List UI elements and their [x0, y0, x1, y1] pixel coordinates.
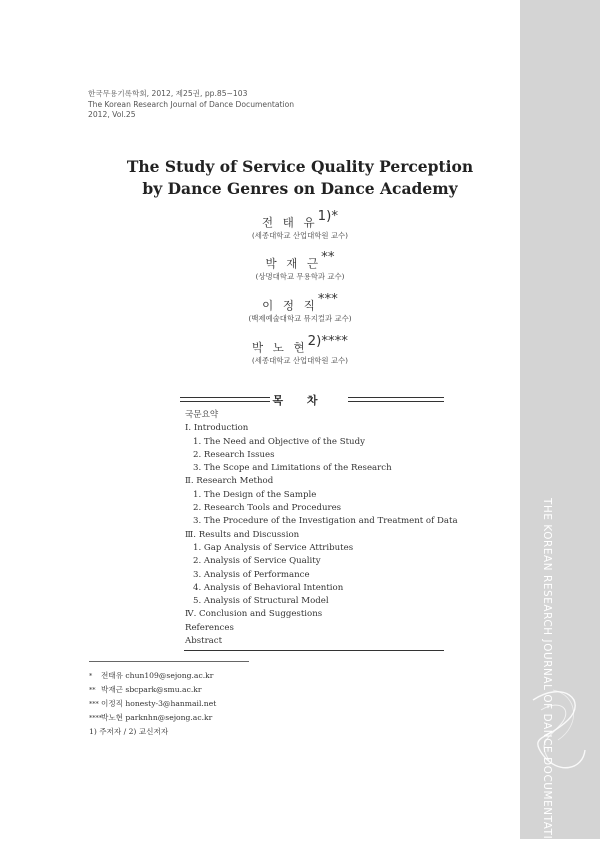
author-mark: 1)* — [317, 209, 338, 224]
author-2 — [0, 250, 600, 282]
toc-item: 2. Research Issues — [193, 449, 275, 460]
footnote — [89, 711, 216, 725]
header-line-3: 2012, Vol.25 — [88, 110, 136, 120]
toc-item: Ⅱ. Research Method — [185, 476, 274, 487]
toc-item: Ⅰ. Introduction — [185, 423, 249, 434]
toc-heading: 목 차 — [272, 394, 328, 407]
author-mark: 2)**** — [307, 334, 348, 349]
author-name: 이 정 직 — [262, 298, 318, 313]
author-affiliation: (백제예술대학교 뮤지컬과 교수) — [248, 314, 352, 324]
toc-item: Ⅲ. Results and Discussion — [185, 529, 300, 540]
header-line-1: 한국무용기록학회, 2012, 제25권, pp.85~103 — [88, 89, 248, 98]
paper-title-line-2: by Dance Genres on Dance Academy — [142, 179, 458, 198]
toc-heading-rule-right — [348, 397, 444, 402]
decorative-swirl-icon — [523, 680, 593, 790]
toc-item: 4. Analysis of Behavioral Intention — [193, 582, 344, 593]
table-of-contents — [185, 409, 458, 648]
journal-header — [88, 89, 294, 121]
header-line-2: The Korean Research Journal of Dance Documentation — [88, 99, 295, 109]
footnote-text: 전태유 chun109@sejong.ac.kr — [101, 671, 214, 680]
toc-item: 2. Analysis of Service Quality — [193, 556, 321, 567]
toc-item: References — [185, 622, 234, 633]
footnote-mark: * — [89, 672, 93, 680]
toc-item: 3. Analysis of Performance — [193, 569, 310, 580]
toc-item: 1. The Design of the Sample — [193, 489, 317, 500]
toc-item: Abstract — [185, 636, 223, 647]
footnote-text: 이정직 honesty-3@hanmail.net — [101, 699, 217, 708]
footnote — [89, 683, 216, 697]
author-3 — [0, 292, 600, 324]
paper-title-line-1: The Study of Service Quality Perception — [126, 157, 474, 176]
author-name: 전 태 유 — [262, 215, 318, 230]
footnote-rule — [89, 661, 249, 662]
footnote-mark: *** — [89, 700, 99, 708]
author-mark: *** — [317, 292, 338, 307]
author-affiliation: (상명대학교 무용학과 교수) — [255, 272, 345, 282]
footnote — [89, 697, 216, 711]
author-4 — [0, 334, 600, 366]
footnote-author-roles: 1) 주저자 / 2) 교신저자 — [89, 727, 169, 736]
sidebar-journal-name: THE KOREAN RESEARCH JOURNAL OF DANCE DOCUMENTATION — [541, 498, 553, 856]
toc-item: Ⅳ. Conclusion and Suggestions — [185, 609, 323, 620]
toc-item: 3. The Procedure of the Investigation and Treatment of Data — [193, 516, 458, 527]
toc-item: 3. The Scope and Limitations of the Research — [193, 463, 392, 474]
author-name: 박 재 근 — [265, 256, 322, 271]
toc-item: 1. Gap Analysis of Service Attributes — [193, 542, 354, 553]
toc-item: 2. Research Tools and Procedures — [193, 503, 342, 514]
author-1 — [0, 209, 600, 241]
footnote-mark: ** — [89, 686, 96, 694]
author-name: 박 노 현 — [252, 340, 308, 355]
footnote-text: 박노현 parknhn@sejong.ac.kr — [101, 713, 213, 722]
footnote-text: 박재근 sbcpark@smu.ac.kr — [101, 685, 202, 694]
toc-item: 1. The Need and Objective of the Study — [193, 436, 365, 447]
toc-item: 5. Analysis of Structural Model — [193, 596, 329, 607]
footnote — [89, 669, 216, 683]
author-mark: ** — [321, 250, 335, 265]
author-affiliation: (세종대학교 산업대학원 교수) — [251, 231, 349, 241]
footnote-mark: **** — [89, 714, 102, 722]
toc-item: 국문요약 — [185, 410, 219, 420]
author-affiliation: (세종대학교 산업대학원 교수) — [251, 356, 349, 366]
footnotes — [89, 669, 216, 739]
toc-bottom-rule — [184, 650, 444, 651]
